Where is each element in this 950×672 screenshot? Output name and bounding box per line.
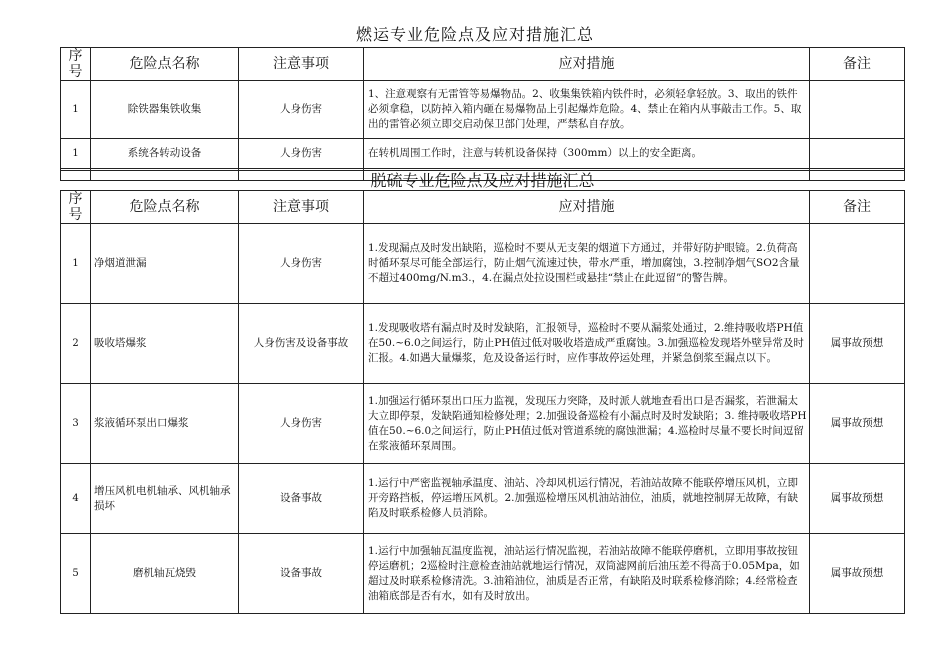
table-row [61, 384, 905, 464]
table-row [61, 534, 905, 614]
header-no: 序号 [61, 48, 91, 81]
header-measures: 应对措施 [364, 191, 810, 224]
row-remark: 属事故预想 [810, 464, 905, 534]
row-name: 净烟道泄漏 [91, 224, 239, 304]
row-remark [810, 81, 905, 139]
row-name: 除铁器集铁收集 [91, 81, 239, 139]
section2-title-row [61, 171, 905, 191]
section2-header-row [61, 191, 905, 224]
row-no: 1 [61, 139, 91, 169]
row-remark: 属事故预想 [810, 384, 905, 464]
row-measures: 1.运行中严密监视轴承温度、油站、冷却风机运行情况，若油站故障不能联停增压风机，立即开旁路挡板，停运增压风机。2.加强巡检增压风机油站油位，油质，就地控制屏无故障，有缺陷及时联系检修人员消除。 [364, 464, 810, 534]
row-measures: 1、注意观察有无雷管等易爆物品。2、收集集铁箱内铁件时，必须轻拿轻放。3、取出的铁件必须拿稳，以防掉入箱内砸在易爆物品上引起爆炸危险。4、禁止在箱内从事敲击工作。5、取出的雷管必须立即交启动保卫部门处理，严禁私自存放。 [364, 81, 810, 139]
row-attention: 设备事故 [239, 534, 364, 614]
row-remark [810, 224, 905, 304]
row-name: 增压风机电机轴承、风机轴承损坏 [91, 464, 239, 534]
row-remark: 属事故预想 [810, 534, 905, 614]
row-no: 3 [61, 384, 91, 464]
row-attention: 人身伤害 [239, 139, 364, 169]
section1-table [60, 47, 905, 181]
row-attention: 人身伤害及设备事故 [239, 304, 364, 384]
section2-title: 脱硫专业危险点及应对措施汇总 [61, 171, 905, 191]
section1-title: 燃运专业危险点及应对措施汇总 [355, 25, 594, 44]
header-remark: 备注 [810, 191, 905, 224]
row-name: 浆液循环泵出口爆浆 [91, 384, 239, 464]
section2-table [60, 170, 905, 614]
row-attention: 人身伤害 [239, 81, 364, 139]
header-attention: 注意事项 [239, 191, 364, 224]
table-row [61, 464, 905, 534]
table-row [61, 139, 905, 169]
row-no: 5 [61, 534, 91, 614]
row-attention: 人身伤害 [239, 384, 364, 464]
row-measures: 在转机周围工作时，注意与转机设备保持（300mm）以上的安全距离。 [364, 139, 810, 169]
header-no: 序号 [61, 191, 91, 224]
row-name: 系统各转动设备 [91, 139, 239, 169]
section1-header-row [61, 48, 905, 81]
table-row [61, 81, 905, 139]
row-measures: 1.发现漏点及时发出缺陷，巡检时不要从无支架的烟道下方通过，并带好防护眼镜。2.负荷高时循环泵尽可能全部运行，防止烟气流速过快，带水严重，增加腐蚀，3.控制净烟气SO2含量不超过400mg/N.m3.，4.在漏点处拉设围栏或悬挂“禁止在此逗留”的警告牌。 [364, 224, 810, 304]
header-remark: 备注 [810, 48, 905, 81]
table-row [61, 304, 905, 384]
row-measures: 1.运行中加强轴瓦温度监视，油站运行情况监视，若油站故障不能联停磨机，立即用事故按钮停运磨机；2巡检时注意检查油站就地运行情况，双筒滤网前后油压差不得高于0.05Mpa，如超过及时联系检修清洗。3.油箱油位，油质是否正常，有缺陷及时联系检修消除；4.经常检查油箱底部是否有水，如有及时放出。 [364, 534, 810, 614]
row-attention: 设备事故 [239, 464, 364, 534]
row-attention: 人身伤害 [239, 224, 364, 304]
row-no: 1 [61, 81, 91, 139]
row-no: 1 [61, 224, 91, 304]
row-remark: 属事故预想 [810, 304, 905, 384]
row-remark [810, 139, 905, 169]
row-name: 磨机轴瓦烧毁 [91, 534, 239, 614]
row-no: 4 [61, 464, 91, 534]
row-no: 2 [61, 304, 91, 384]
row-name: 吸收塔爆浆 [91, 304, 239, 384]
header-attention: 注意事项 [239, 48, 364, 81]
row-measures: 1.发现吸收塔有漏点时及时发缺陷，汇报领导，巡检时不要从漏浆处通过，2.维持吸收塔PH值在50.~6.0之间运行，防止PH值过低对吸收塔造成严重腐蚀。3.加强巡检发现塔外壁异常及时汇报。4.如遇大量爆浆，危及设备运行时，应作事故停运处理，并紧急倒浆至漏点以下。 [364, 304, 810, 384]
row-measures: 1.加强运行循环泵出口压力监视，发现压力突降，及时派人就地查看出口是否漏浆，若泄漏太大立即停泵，发缺陷通知检修处理；2.加强设备巡检有小漏点时及时发缺陷；3. 维持吸收塔PH值在50.~6.0之间运行，防止PH值过低对管道系统的腐蚀泄漏；4.巡检时尽量不要长时间逗留在浆液循环泵周围。 [364, 384, 810, 464]
table-row [61, 224, 905, 304]
header-measures: 应对措施 [364, 48, 810, 81]
header-name: 危险点名称 [91, 191, 239, 224]
header-name: 危险点名称 [91, 48, 239, 81]
